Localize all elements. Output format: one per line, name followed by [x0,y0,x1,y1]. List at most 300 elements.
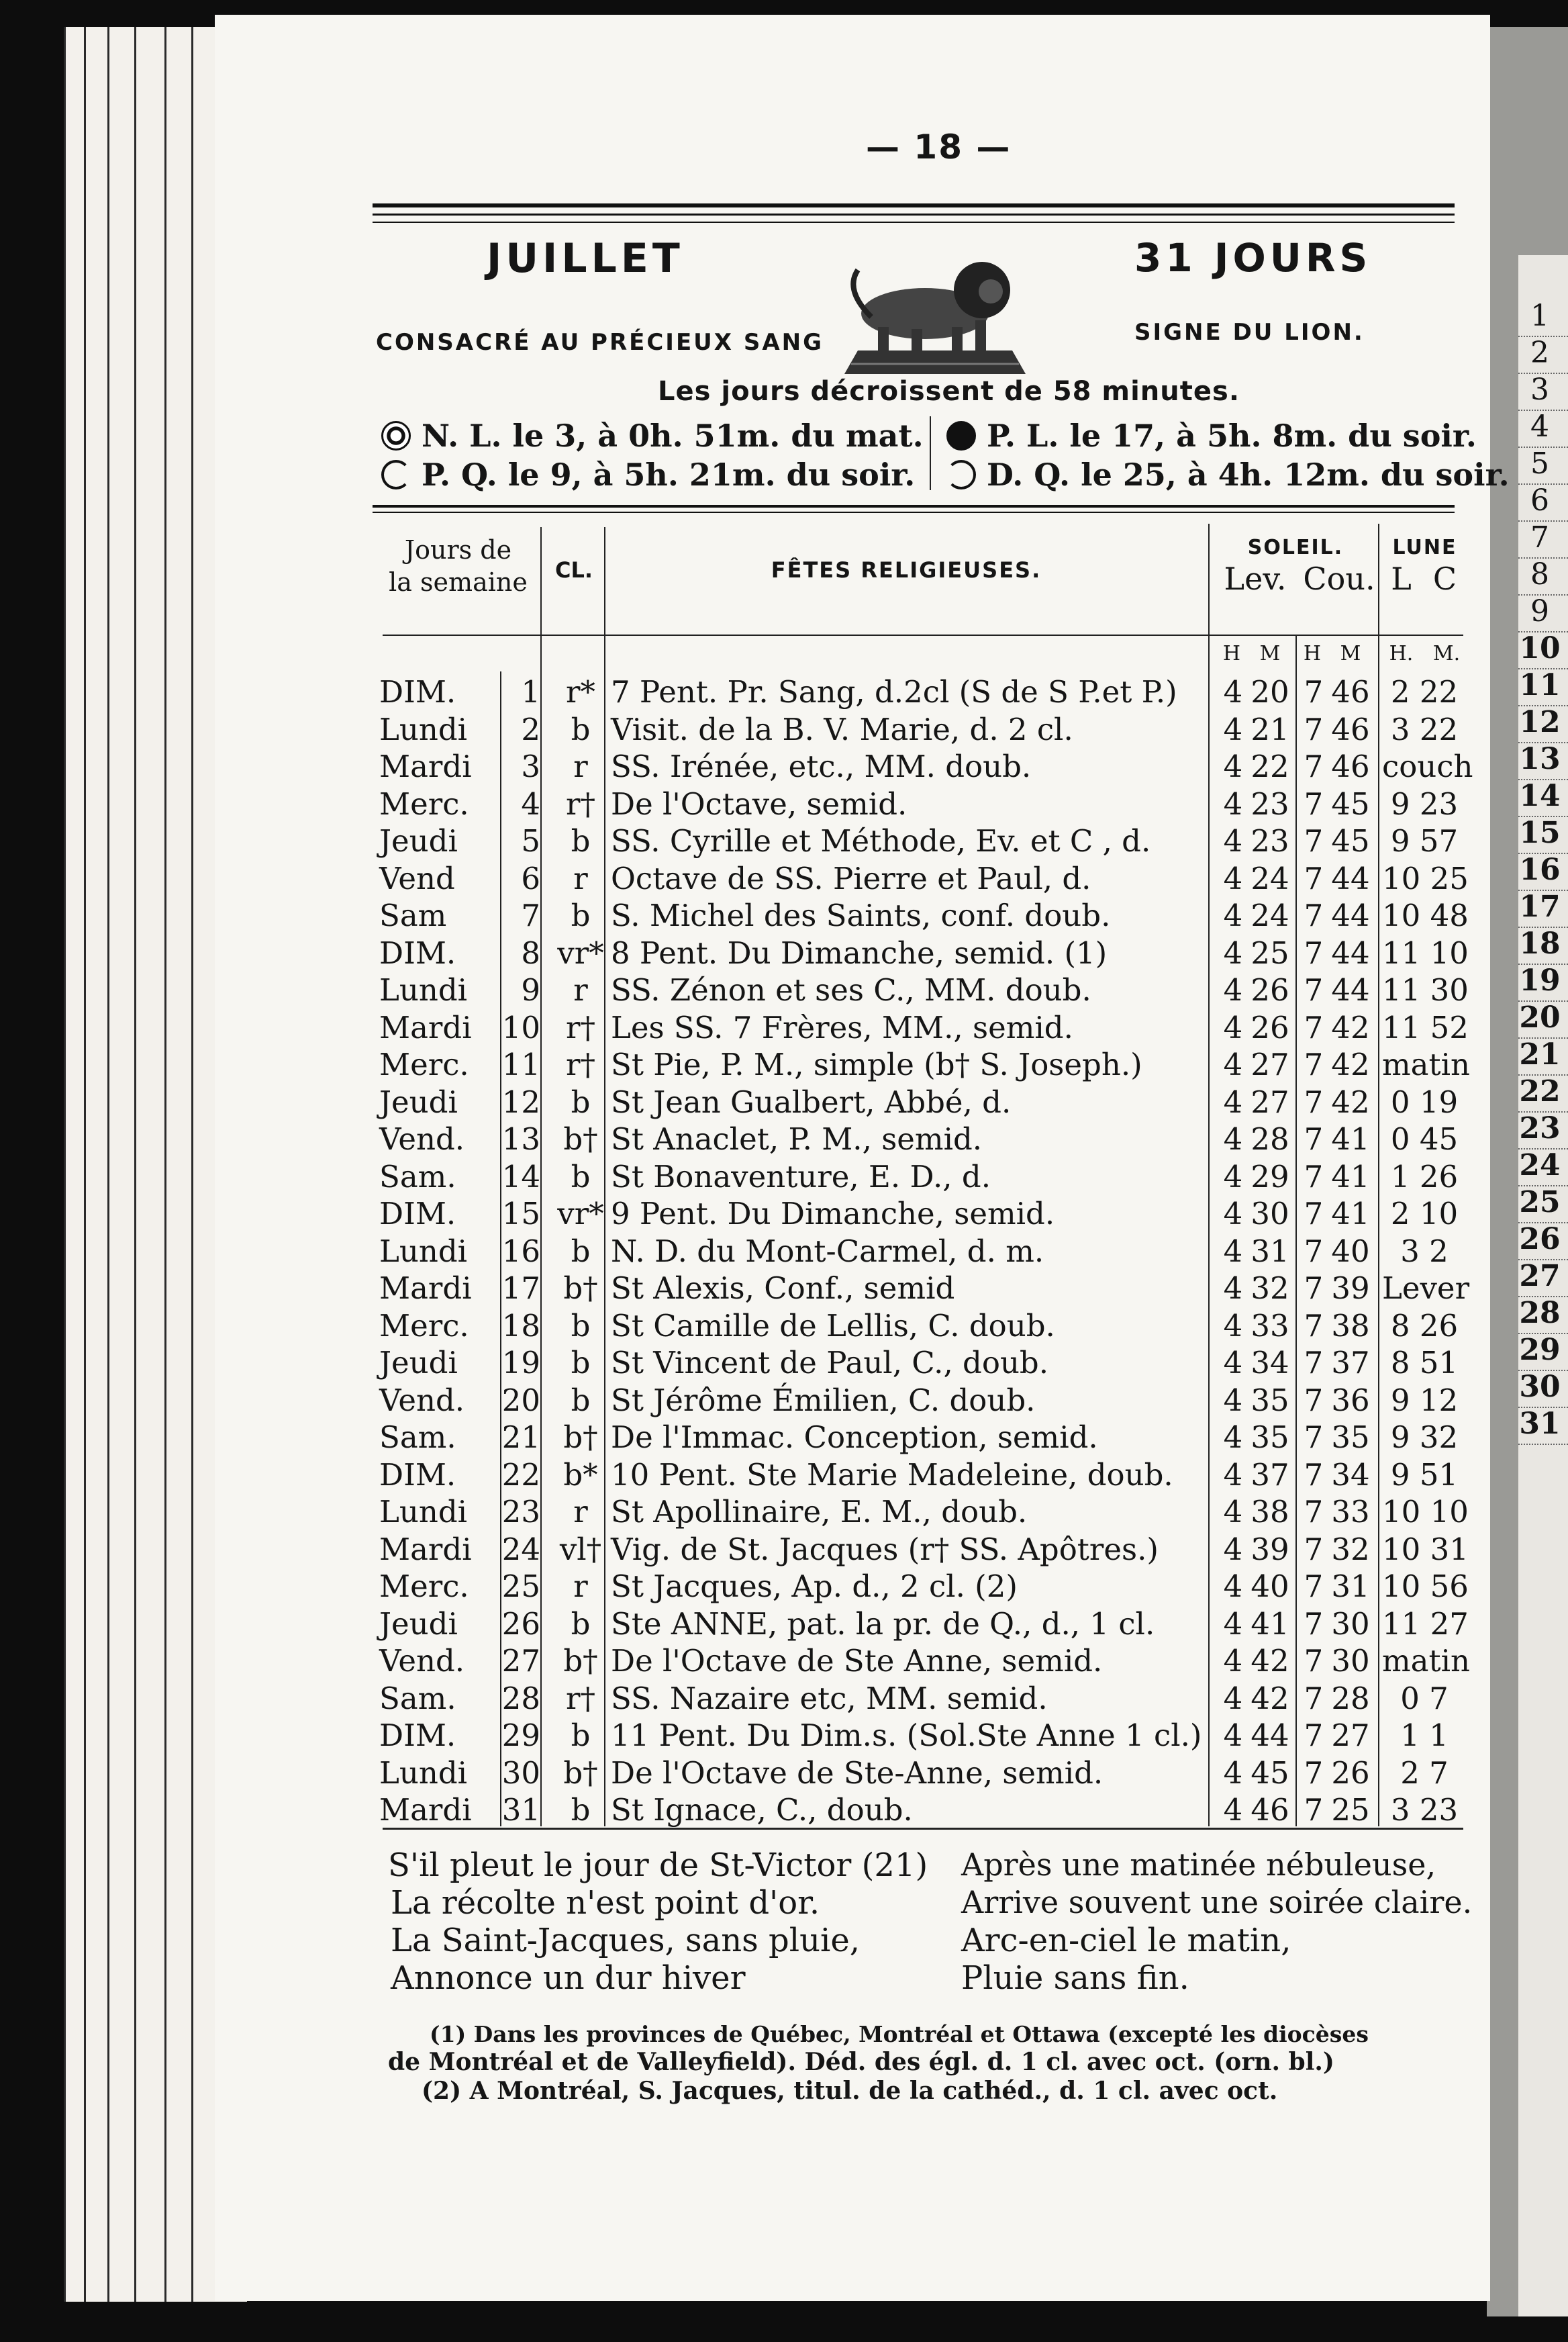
cell-sm: 38 [1251,1494,1289,1530]
cell-cm: 44 [1331,898,1370,933]
table-row [379,1754,1467,1792]
cell-sm: 44 [1251,1718,1289,1753]
cell-lune: 10 31 [1382,1531,1469,1567]
table-row [379,673,1467,711]
cell-ch: 7 [1304,711,1324,747]
first-quarter-icon [381,460,411,489]
proverb-right-2: Arrive souvent une soirée claire. [961,1884,1473,1920]
footnote-1a: (1) Dans les provinces de Québec, Montréal et Ottawa (excepté les diocèses [430,2021,1369,2047]
cell-fete: De l'Immac. Conception, semid. [611,1419,1098,1455]
cell-cm: 39 [1331,1270,1370,1306]
cell-ch: 7 [1304,1307,1324,1344]
cell-ch: 7 [1304,1754,1324,1791]
cell-sm: 27 [1251,1084,1289,1120]
cell-lune: 11 52 [1382,1009,1469,1045]
cell-cm: 33 [1331,1494,1370,1530]
cell-cm: 25 [1331,1792,1370,1828]
cell-sm: 42 [1251,1643,1289,1679]
table-row [379,1009,1467,1047]
cell-lune: 11 27 [1382,1605,1469,1642]
cell-sh: 4 [1223,674,1243,710]
cell-n: 4 [521,786,540,822]
cell-sh: 4 [1223,860,1243,896]
cell-ch: 7 [1304,1718,1324,1753]
cell-n: 18 [501,1307,540,1344]
cell-cl: b* [563,1456,598,1493]
cell-day: Lundi [379,1494,468,1530]
cell-lune: Lever [1382,1270,1470,1306]
cell-sh: 4 [1223,1643,1243,1679]
top-rule-thin-2 [373,222,1455,223]
cell-fete: St Anaclet, P. M., semid. [611,1121,983,1157]
cell-day: Mardi [379,749,472,784]
cell-cm: 46 [1331,674,1370,710]
cell-lune: couch [1382,749,1473,784]
next-page-day-number: 25 [1519,1185,1561,1219]
cell-cl: r† [565,786,595,822]
cell-day: Lundi [379,972,468,1008]
table-row [379,711,1467,749]
first-quarter-text: P. Q. le 9, à 5h. 21m. du soir. [422,457,916,493]
cell-ch: 7 [1304,823,1324,859]
cell-day: Jeudi [379,1605,458,1642]
cell-sh: 4 [1223,1158,1243,1195]
cell-fete: SS. Irénée, etc., MM. doub. [611,749,1032,784]
footnote-1b: de Montréal et de Valleyfield). Déd. des égl. d. 1 cl. avec oct. (orn. bl.) [388,2048,1334,2076]
cell-lune: 10 48 [1382,898,1469,933]
cell-cl: b [571,1307,591,1344]
cell-fete: SS. Zénon et ses C., MM. doub. [611,972,1091,1008]
last-quarter-line [946,457,1510,493]
cell-cl: b [571,898,591,933]
next-page-day-number: 17 [1519,890,1561,924]
table-row [379,1493,1467,1531]
next-page-day-number: 20 [1519,1000,1561,1035]
cell-sm: 35 [1251,1382,1289,1418]
cell-cl: b [571,711,591,747]
cell-sh: 4 [1223,898,1243,933]
cell-sh: 4 [1223,1047,1243,1082]
cell-sm: 26 [1251,1009,1289,1045]
cell-cm: 41 [1331,1196,1370,1231]
month-title: JUILLET [487,235,684,282]
cell-day: Merc. [379,1568,469,1604]
top-rule-thin [373,214,1455,216]
cell-lune: 9 57 [1390,823,1459,859]
cell-ch: 7 [1304,1196,1324,1231]
table-row [379,1121,1467,1158]
cell-cl: b† [563,1419,598,1455]
cell-fete: 8 Pent. Du Dimanche, semid. (1) [611,935,1108,971]
cell-lune: 8 51 [1390,1345,1459,1380]
cell-cm: 44 [1331,972,1370,1008]
cell-cm: 27 [1331,1718,1370,1753]
cell-cm: 37 [1331,1345,1370,1380]
cell-sh: 4 [1223,1792,1243,1828]
cell-sm: 20 [1251,674,1289,710]
cell-n: 16 [501,1233,540,1269]
next-page-day-number: 21 [1519,1037,1561,1072]
cell-n: 17 [501,1270,540,1306]
phase-divider [930,416,931,490]
cell-lune: 9 51 [1390,1456,1459,1493]
cell-fete: St Ignace, C., doub. [611,1792,913,1828]
cell-fete: 11 Pent. Du Dim.s. (Sol.Ste Anne 1 cl.) [611,1718,1202,1753]
next-page-dotted-line [1518,1444,1568,1445]
cell-ch: 7 [1304,1605,1324,1642]
last-quarter-icon [946,460,976,489]
cell-ch: 7 [1304,1084,1324,1120]
cell-fete: St Jacques, Ap. d., 2 cl. (2) [611,1568,1018,1604]
cell-sh: 4 [1223,1084,1243,1120]
cell-lune: 10 56 [1382,1568,1469,1604]
cell-day: Mardi [379,1792,472,1828]
table-row [379,1568,1467,1605]
cell-cl: r† [565,1047,595,1082]
cell-fete: N. D. du Mont-Carmel, d. m. [611,1233,1044,1269]
cell-sh: 4 [1223,1009,1243,1045]
next-page-day-number: 4 [1530,410,1549,444]
cell-fete: De l'Octave de Ste-Anne, semid. [611,1754,1104,1791]
proverb-right-1: Après une matinée nébuleuse, [961,1846,1436,1883]
cell-day: Mardi [379,1531,472,1567]
cell-day: DIM. [379,1196,456,1231]
cell-sh: 4 [1223,1419,1243,1455]
cell-n: 15 [501,1196,540,1231]
table-row [379,1680,1467,1718]
cell-cm: 45 [1331,823,1370,859]
cell-ch: 7 [1304,1270,1324,1306]
cell-n: 11 [501,1047,540,1082]
cell-cm: 28 [1331,1680,1370,1716]
zodiac-sign: SIGNE DU LION. [1134,319,1365,346]
next-page-day-number: 2 [1530,336,1549,370]
cell-cm: 44 [1331,860,1370,896]
cell-ch: 7 [1304,1792,1324,1828]
cell-sh: 4 [1223,1233,1243,1269]
proverb-right-3: Arc-en-ciel le matin, [961,1922,1291,1959]
cell-day: Lundi [379,1233,468,1269]
cell-sh: 4 [1223,1605,1243,1642]
cell-lune: 0 19 [1390,1084,1459,1120]
cell-cm: 34 [1331,1456,1370,1493]
next-page-day-number: 14 [1519,779,1561,813]
cell-ch: 7 [1304,1680,1324,1716]
cell-ch: 7 [1304,1643,1324,1679]
cell-cl: b† [563,1121,598,1157]
table-row [379,1791,1467,1829]
next-page-day-number: 18 [1519,927,1561,961]
cell-cm: 31 [1331,1568,1370,1604]
cell-cm: 30 [1331,1605,1370,1642]
cell-cm: 45 [1331,786,1370,822]
cell-cl: b [571,1792,591,1828]
cell-fete: St Bonaventure, E. D., d. [611,1158,991,1195]
cell-lune: 9 12 [1390,1382,1459,1418]
full-moon-icon [946,421,976,451]
cell-cl: r† [565,1009,595,1045]
next-page-day-number: 8 [1530,557,1549,592]
cell-cm: 46 [1331,711,1370,747]
cell-cl: b† [563,1643,598,1679]
cell-n: 7 [521,898,540,933]
cell-sm: 42 [1251,1680,1289,1716]
cell-day: Sam. [379,1680,456,1716]
cell-sm: 32 [1251,1270,1289,1306]
cell-day: Vend. [379,1382,465,1418]
cell-cm: 46 [1331,749,1370,784]
cell-sh: 4 [1223,935,1243,971]
cell-cl: b [571,1084,591,1120]
page-number: — 18 — [866,128,1012,167]
table-top-rule [373,505,1455,508]
cell-sh: 4 [1223,1456,1243,1493]
proverb-left-1: S'il pleut le jour de St-Victor (21) [388,1846,928,1884]
cell-n: 21 [501,1419,540,1455]
cell-lune: 10 10 [1382,1494,1469,1530]
cell-cl: b [571,1605,591,1642]
cell-cl: vl† [559,1531,602,1567]
cell-sh: 4 [1223,1531,1243,1567]
cell-fete: De l'Octave, semid. [611,786,908,822]
cell-sm: 40 [1251,1568,1289,1604]
unit-m-lune: M. [1432,642,1461,665]
next-page-day-number: 12 [1519,705,1561,739]
unit-h-cou: H [1303,642,1322,665]
cell-day: Merc. [379,1047,469,1082]
cell-fete: Visit. de la B. V. Marie, d. 2 cl. [611,711,1073,747]
table-row [379,972,1467,1009]
top-rule-thick [373,203,1455,207]
cell-cl: b [571,1233,591,1269]
cell-sh: 4 [1223,972,1243,1008]
cell-sh: 4 [1223,1718,1243,1753]
next-page-day-number: 29 [1519,1333,1561,1367]
next-page-day-number: 27 [1519,1259,1561,1293]
cell-sm: 35 [1251,1419,1289,1455]
cell-ch: 7 [1304,860,1324,896]
table-row [379,1717,1467,1754]
cell-lune: 2 22 [1390,674,1459,710]
col-header-jours-line1: Jours de [404,535,512,565]
next-page-day-number: 26 [1519,1222,1561,1256]
cell-n: 26 [501,1605,540,1642]
table-row [379,1605,1467,1643]
cell-fete: 9 Pent. Du Dimanche, semid. [611,1196,1055,1231]
cell-sm: 29 [1251,1158,1289,1195]
cell-lune: 1 26 [1390,1158,1459,1195]
cell-sm: 46 [1251,1792,1289,1828]
cell-sh: 4 [1223,711,1243,747]
cell-ch: 7 [1304,1456,1324,1493]
cell-sm: 27 [1251,1047,1289,1082]
cell-day: Jeudi [379,1084,458,1120]
cell-n: 8 [521,935,540,971]
cell-sm: 30 [1251,1196,1289,1231]
new-moon-icon [381,421,411,451]
cell-day: Vend [379,860,455,896]
cell-day: Lundi [379,711,468,747]
cell-fete: St Apollinaire, E. M., doub. [611,1494,1028,1530]
cell-sm: 34 [1251,1345,1289,1380]
cell-ch: 7 [1304,1158,1324,1195]
cell-sh: 4 [1223,786,1243,822]
cell-cm: 41 [1331,1158,1370,1195]
cell-cl: r [573,860,588,896]
cell-sm: 23 [1251,823,1289,859]
next-page-day-number: 9 [1530,594,1549,628]
table-row [379,823,1467,860]
next-page-day-number: 31 [1519,1407,1561,1441]
cell-fete: St Vincent de Paul, C., doub. [611,1345,1049,1380]
cell-fete: Vig. de St. Jacques (r† SS. Apôtres.) [611,1531,1159,1567]
cell-day: Vend. [379,1643,465,1679]
table-row [379,786,1467,823]
col-header-cl: CL. [554,557,593,583]
cell-cl: b [571,1345,591,1380]
next-page-day-number: 1 [1530,299,1549,333]
cell-day: Mardi [379,1009,472,1045]
cell-n: 1 [521,674,540,710]
cell-ch: 7 [1304,1345,1324,1380]
table-row [379,1419,1467,1456]
table-row [379,1233,1467,1270]
cell-sm: 33 [1251,1307,1289,1344]
new-moon-text: N. L. le 3, à 0h. 51m. du mat. [422,418,924,454]
cell-lune: 3 22 [1390,711,1459,747]
cell-fete: St Alexis, Conf., semid [611,1270,955,1306]
cell-cl: b [571,1718,591,1753]
cell-lune: 8 26 [1390,1307,1459,1344]
cell-n: 24 [501,1531,540,1567]
cell-ch: 7 [1304,1009,1324,1045]
cell-cl: r [573,1494,588,1530]
cell-sm: 31 [1251,1233,1289,1269]
cell-cm: 41 [1331,1121,1370,1157]
cell-ch: 7 [1304,1568,1324,1604]
cell-cl: b† [563,1270,598,1306]
cell-cm: 35 [1331,1419,1370,1455]
cell-cm: 26 [1331,1754,1370,1791]
cell-fete: St Pie, P. M., simple (b† S. Joseph.) [611,1047,1142,1082]
cell-sm: 37 [1251,1456,1289,1493]
cell-lune: 0 45 [1390,1121,1459,1157]
next-page-day-number: 24 [1519,1148,1561,1182]
cell-day: Merc. [379,1307,469,1344]
cell-sh: 4 [1223,1270,1243,1306]
header-underline [383,635,1463,636]
cell-n: 19 [501,1345,540,1380]
cell-cl: r [573,1568,588,1604]
table-row [379,1456,1467,1494]
unit-m-cou: M [1340,642,1361,665]
cell-cm: 44 [1331,935,1370,971]
cell-lune: 9 32 [1390,1419,1459,1455]
next-page-day-number: 5 [1530,447,1549,481]
cell-fete: Les SS. 7 Frères, MM., semid. [611,1009,1073,1045]
cell-ch: 7 [1304,749,1324,784]
cell-sm: 24 [1251,898,1289,933]
cell-fete: 10 Pent. Ste Marie Madeleine, doub. [611,1456,1173,1493]
next-page-day-number: 13 [1519,742,1561,776]
cell-fete: St Camille de Lellis, C. doub. [611,1307,1055,1344]
cell-fete: Octave de SS. Pierre et Paul, d. [611,860,1091,896]
cell-n: 14 [501,1158,540,1195]
cell-sh: 4 [1223,1307,1243,1344]
new-moon-line [381,418,924,454]
proverb-right-4: Pluie sans fin. [961,1959,1189,1997]
cell-cl: r† [565,1680,595,1716]
cell-day: Sam. [379,1419,456,1455]
cell-cm: 36 [1331,1382,1370,1418]
last-quarter-text: D. Q. le 25, à 4h. 12m. du soir. [987,457,1510,493]
table-row [379,935,1467,972]
table-row [379,748,1473,786]
days-count: 31 JOURS [1134,235,1372,281]
cell-day: Jeudi [379,1345,458,1380]
cell-cm: 40 [1331,1233,1370,1269]
cell-fete: SS. Cyrille et Méthode, Ev. et C , d. [611,823,1151,859]
table-row [379,1270,1470,1307]
col-header-lune: LUNE [1392,536,1457,559]
cell-sh: 4 [1223,1382,1243,1418]
next-page-day-number: 23 [1519,1111,1561,1145]
cell-lune: 3 2 [1400,1233,1449,1269]
first-quarter-line [381,457,915,493]
dedication: CONSACRÉ AU PRÉCIEUX SANG [376,329,824,356]
table-row [379,1382,1467,1419]
next-page-day-number: 3 [1530,373,1549,407]
cell-sm: 39 [1251,1531,1289,1567]
cell-sm: 26 [1251,972,1289,1008]
next-page-day-number: 7 [1530,520,1549,555]
proverb-left-3: La Saint-Jacques, sans pluie, [391,1922,861,1959]
cell-n: 29 [501,1718,540,1753]
unit-h-lev: H [1222,642,1241,665]
cell-fete: Ste ANNE, pat. la pr. de Q., d., 1 cl. [611,1605,1155,1642]
cell-cl: vr* [557,935,604,971]
cell-cl: r [573,749,588,784]
cell-sh: 4 [1223,1494,1243,1530]
cell-sh: 4 [1223,1680,1243,1716]
cell-ch: 7 [1304,1121,1324,1157]
unit-m-lev: M [1259,642,1281,665]
proverb-left-4: Annonce un dur hiver [391,1959,746,1997]
cell-lune: 2 10 [1390,1196,1459,1231]
col-header-lune-l: L [1391,561,1412,597]
cell-n: 27 [501,1643,540,1679]
col-header-soleil: SOLEIL. [1247,536,1344,559]
cell-day: DIM. [379,674,456,710]
cell-cm: 30 [1331,1643,1370,1679]
cell-sm: 24 [1251,860,1289,896]
cell-day: Sam [379,898,447,933]
cell-ch: 7 [1304,1494,1324,1530]
cell-cm: 42 [1331,1009,1370,1045]
cell-n: 2 [521,711,540,747]
cell-n: 9 [521,972,540,1008]
cell-lune: matin [1382,1047,1470,1082]
cell-lune: 11 10 [1382,935,1469,971]
unit-h-lune: H. [1389,642,1414,665]
cell-lune: matin [1382,1643,1470,1679]
table-bottom-rule [383,1828,1463,1830]
cell-sm: 21 [1251,711,1289,747]
next-page-day-number: 28 [1519,1296,1561,1330]
table-top-rule-2 [373,512,1455,513]
cell-sh: 4 [1223,1754,1243,1791]
cell-n: 23 [501,1494,540,1530]
